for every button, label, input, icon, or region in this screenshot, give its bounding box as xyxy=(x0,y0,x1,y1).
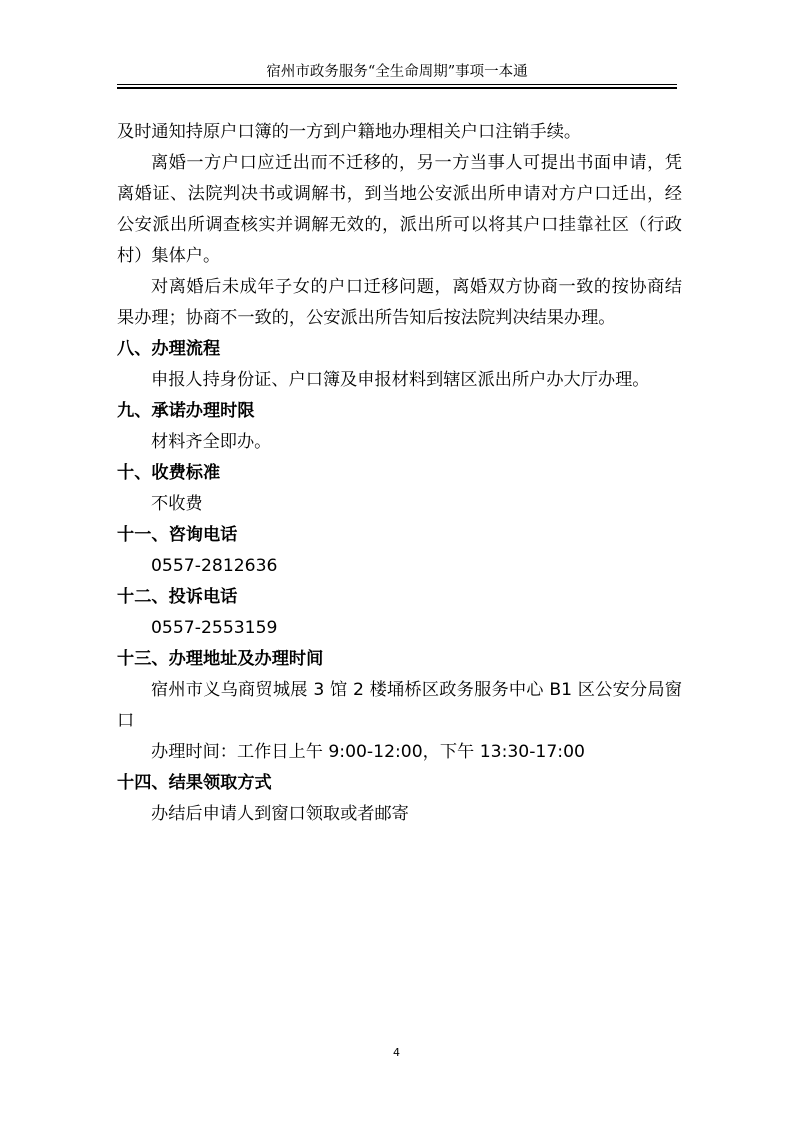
section-heading: 十二、投诉电话 xyxy=(117,587,238,607)
address-text: 宿州市义乌商贸城展 3 馆 2 楼埇桥区政务服务中心 B1 区公安分局窗口 xyxy=(117,680,682,731)
paragraph: 对离婚后未成年子女的户口迁移问题，离婚双方协商一致的按协商结果办理；协商不一致的，公安派出所告知后按法院判决结果办理。 xyxy=(117,277,682,328)
header-rule-thick xyxy=(117,87,677,89)
section-text: 申报人持身份证、户口簿及申报材料到辖区派出所户办大厅办理。 xyxy=(151,370,650,390)
section-heading: 九、承诺办理时限 xyxy=(117,401,255,421)
header-rule xyxy=(117,84,677,85)
section-heading: 十四、结果领取方式 xyxy=(117,773,272,793)
section-heading: 八、办理流程 xyxy=(117,339,221,359)
document-body xyxy=(117,117,682,830)
section-text: 办结后申请人到窗口领取或者邮寄 xyxy=(151,804,409,824)
section-heading: 十、收费标准 xyxy=(117,463,221,483)
phone-number: 0557-2553159 xyxy=(151,618,278,638)
page-number: 4 xyxy=(393,1046,400,1059)
running-header: 宿州市政务服务“全生命周期”事项一本通 xyxy=(266,64,528,80)
phone-number: 0557-2812636 xyxy=(151,556,278,576)
section-heading: 十三、办理地址及办理时间 xyxy=(117,649,324,669)
paragraph: 离婚一方户口应迁出而不迁移的，另一方当事人可提出书面申请，凭离婚证、法院判决书或调解书，到当地公安派出所申请对方户口迁出，经公安派出所调查核实并调解无效的，派出所可以将其户口挂靠社区（行政村）集体户。 xyxy=(117,153,682,266)
section-text: 不收费 xyxy=(151,494,203,514)
section-text: 材料齐全即办。 xyxy=(151,432,272,452)
section-heading: 十一、咨询电话 xyxy=(117,525,238,545)
paragraph: 及时通知持原户口簿的一方到户籍地办理相关户口注销手续。 xyxy=(117,122,582,142)
office-hours: 办理时间：工作日上午 9:00-12:00，下午 13:30-17:00 xyxy=(151,742,585,762)
